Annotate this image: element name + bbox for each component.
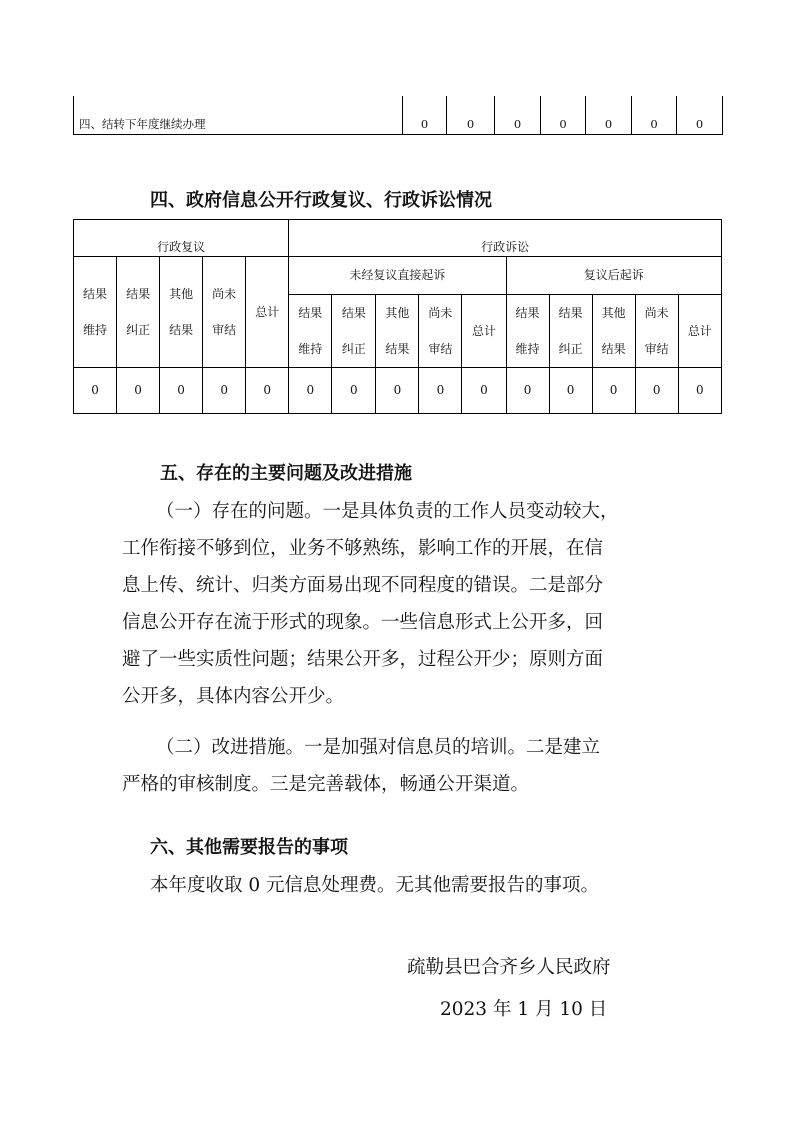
table-cell-value: 0 xyxy=(246,368,289,414)
admin-review-header: 行政复议 xyxy=(74,220,289,257)
table-cell-value: 0 xyxy=(376,368,419,414)
section4-heading: 四、政府信息公开行政复议、行政诉讼情况 xyxy=(150,190,492,211)
after-col-total: 总计 xyxy=(678,295,721,368)
after-col-other: 其他 结果 xyxy=(592,295,635,368)
review-col-correct: 结果 纠正 xyxy=(117,257,160,368)
after-review-suit-header: 复议后起诉 xyxy=(506,257,722,295)
review-litigation-table xyxy=(73,219,722,414)
admin-litigation-header: 行政诉讼 xyxy=(289,220,722,257)
carryover-value: 0 xyxy=(403,96,447,134)
carryover-value: 0 xyxy=(447,96,495,134)
review-col-maintain: 结果 维持 xyxy=(74,257,117,368)
table-cell-value: 0 xyxy=(592,368,635,414)
section5-heading: 五、存在的主要问题及改进措施 xyxy=(160,463,412,484)
after-col-pending: 尚未 审结 xyxy=(635,295,678,368)
paragraph-line: 信息公开存在流于形式的现象。一些信息形式上公开多，回 xyxy=(122,612,604,633)
table-cell-value: 0 xyxy=(160,368,203,414)
direct-col-total: 总计 xyxy=(462,295,506,368)
signature-date: 2023 年 1 月 10 日 xyxy=(440,999,608,1020)
paragraph-line: （一）存在的问题。一是具体负责的工作人员变动较大， xyxy=(156,501,619,522)
table-cell-value: 0 xyxy=(462,368,506,414)
paragraph-line: 公开多，具体内容公开少。 xyxy=(122,686,345,707)
carryover-table xyxy=(73,96,723,135)
carryover-value: 0 xyxy=(677,96,723,134)
carryover-value: 0 xyxy=(495,96,541,134)
paragraph-line: 工作衔接不够到位，业务不够熟练，影响工作的开展，在信 xyxy=(122,538,604,559)
table-cell-value: 0 xyxy=(549,368,592,414)
table-cell-value: 0 xyxy=(203,368,246,414)
direct-suit-header: 未经复议直接起诉 xyxy=(289,257,506,295)
table-cell-value: 0 xyxy=(289,368,332,414)
section6-heading: 六、其他需要报告的事项 xyxy=(150,837,348,858)
table-cell-value: 0 xyxy=(635,368,678,414)
paragraph-line: 严格的审核制度。三是完善载体，畅通公开渠道。 xyxy=(122,774,530,795)
review-col-total: 总计 xyxy=(246,257,289,368)
direct-col-pending: 尚未 审结 xyxy=(419,295,462,368)
carryover-value: 0 xyxy=(586,96,632,134)
direct-col-maintain: 结果 维持 xyxy=(289,295,332,368)
review-col-pending: 尚未 审结 xyxy=(203,257,246,368)
paragraph-line: 息上传、统计、归类方面易出现不同程度的错误。二是部分 xyxy=(122,575,604,596)
direct-col-correct: 结果 纠正 xyxy=(332,295,376,368)
paragraph-line: （二）改进措施。一是加强对信息员的培训。二是建立 xyxy=(156,737,601,758)
table-cell-value: 0 xyxy=(678,368,721,414)
paragraph-line: 避了一些实质性问题；结果公开多，过程公开少；原则方面 xyxy=(122,649,604,670)
table-cell-value: 0 xyxy=(332,368,376,414)
table-cell-value: 0 xyxy=(74,368,117,414)
after-col-maintain: 结果 维持 xyxy=(506,295,549,368)
table-cell-value: 0 xyxy=(419,368,462,414)
table-cell-value: 0 xyxy=(506,368,549,414)
table-cell-value: 0 xyxy=(117,368,160,414)
after-col-correct: 结果 纠正 xyxy=(549,295,592,368)
direct-col-other: 其他 结果 xyxy=(376,295,419,368)
carryover-row-label: 四、结转下年度继续办理 xyxy=(74,96,403,134)
review-col-other: 其他 结果 xyxy=(160,257,203,368)
signature-org: 疏勒县巴合齐乡人民政府 xyxy=(407,957,611,978)
carryover-value: 0 xyxy=(541,96,586,134)
carryover-value: 0 xyxy=(632,96,677,134)
section6-text: 本年度收取 0 元信息处理费。无其他需要报告的事项。 xyxy=(150,875,600,896)
